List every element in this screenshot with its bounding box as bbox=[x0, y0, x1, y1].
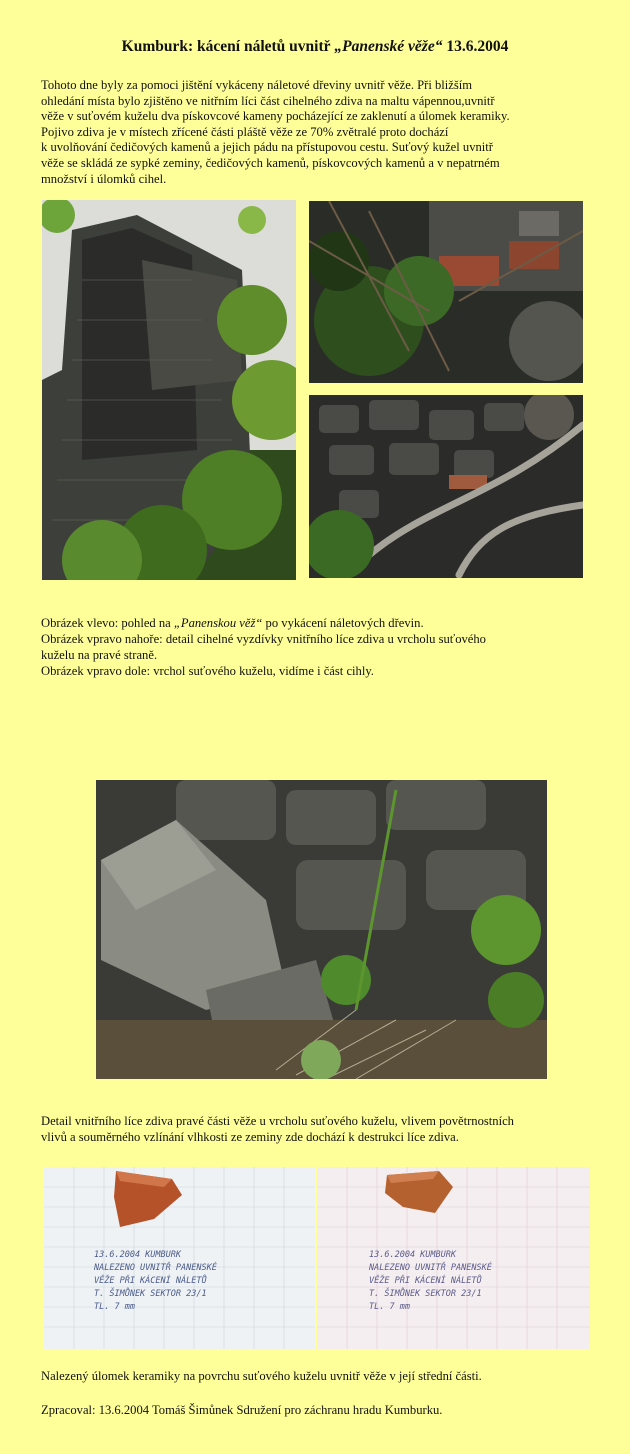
intro-line: Pojivo zdiva je v místech zřícené části pláště věže ze 70% zvětralé proto dochází bbox=[41, 124, 449, 139]
intro-line: věže se skládá ze sypké zeminy, čedičových kamenů, pískovcových kamenů a v nepatrném bbox=[41, 155, 500, 170]
caption-line: vlivů a souměrného vzlínání vlhkosti ze zeminy zde dochází k destrukci líce zdiva. bbox=[41, 1130, 459, 1144]
ceramic-caption: Nalezený úlomek keramiky na povrchu suťového kuželu uvnitř věže v její střední části. bbox=[41, 1369, 482, 1383]
caption-line: Detail vnitřního líce zdiva pravé části věže u vrcholu suťového kuželu, vlivem povětrnostních bbox=[41, 1114, 514, 1128]
tower-photo bbox=[42, 200, 296, 580]
label-line: VĚŽE PŘI KÁCENÍ NÁLETŮ bbox=[94, 1276, 207, 1286]
intro-line: ohledání místa bylo zjištěno ve nitřním líci část cihelného zdiva na maltu vápennou,uvnitř bbox=[41, 93, 495, 108]
intro-line: věže v suťovém kuželu dva pískovcové kameny pocházející ze zaklenutí a úlomek keramiky. bbox=[41, 109, 510, 124]
intro-line: množství i úlomků cihel. bbox=[41, 171, 167, 186]
rubble-cone-photo bbox=[309, 395, 583, 578]
label-line: TL. 7 mm bbox=[94, 1302, 135, 1312]
author-footer: Zpracoval: 13.6.2004 Tomáš Šimůnek Sdružení pro záchranu hradu Kumburku. bbox=[41, 1403, 443, 1417]
label-line: 13.6.2004 KUMBURK bbox=[369, 1250, 456, 1260]
page-title: Kumburk: kácení náletů uvnitř „Panenské věže“ 13.6.2004 bbox=[121, 38, 509, 55]
ceramic-shard-photo-right bbox=[317, 1167, 590, 1349]
inner-wall-photo bbox=[96, 780, 547, 1079]
label-line: NALEZENO UVNITŘ PANENSKÉ bbox=[94, 1263, 217, 1273]
label-line: T. ŠIMŮNEK SEKTOR 23/1 bbox=[94, 1289, 207, 1299]
ceramic-shard-photo-left bbox=[44, 1167, 315, 1349]
caption-right-bottom: Obrázek vpravo dole: vrchol suťového kuželu, vidíme i část cihly. bbox=[41, 664, 374, 678]
intro-paragraph bbox=[41, 78, 596, 187]
label-card-text bbox=[369, 1249, 492, 1314]
label-card-text bbox=[94, 1249, 217, 1314]
label-line: T. ŠIMŮNEK SEKTOR 23/1 bbox=[369, 1289, 482, 1299]
caption-left: Obrázek vlevo: pohled na „Panenskou věž“ po vykácení náletových dřevin. bbox=[41, 616, 424, 630]
photo-captions bbox=[41, 615, 601, 679]
caption-right-top-cont: kuželu na pravé straně. bbox=[41, 648, 158, 662]
intro-line: Tohoto dne byly za pomoci jištění vykáceny náletové dřeviny uvnitř věže. Při bližším bbox=[41, 78, 473, 92]
wall-detail-caption bbox=[41, 1113, 611, 1145]
label-line: 13.6.2004 KUMBURK bbox=[94, 1250, 181, 1260]
label-line: NALEZENO UVNITŘ PANENSKÉ bbox=[369, 1263, 492, 1273]
brick-lining-photo bbox=[309, 201, 583, 383]
label-line: TL. 7 mm bbox=[369, 1302, 410, 1312]
label-line: VĚŽE PŘI KÁCENÍ NÁLETŮ bbox=[369, 1276, 482, 1286]
intro-line: k uvolňování čedičových kamenů a jejich pádu na přístupovou cestu. Suťový kužel uvnitř bbox=[41, 140, 494, 155]
caption-right-top: Obrázek vpravo nahoře: detail cihelné vyzdívky vnitřního líce zdiva u vrcholu suťového bbox=[41, 632, 486, 646]
